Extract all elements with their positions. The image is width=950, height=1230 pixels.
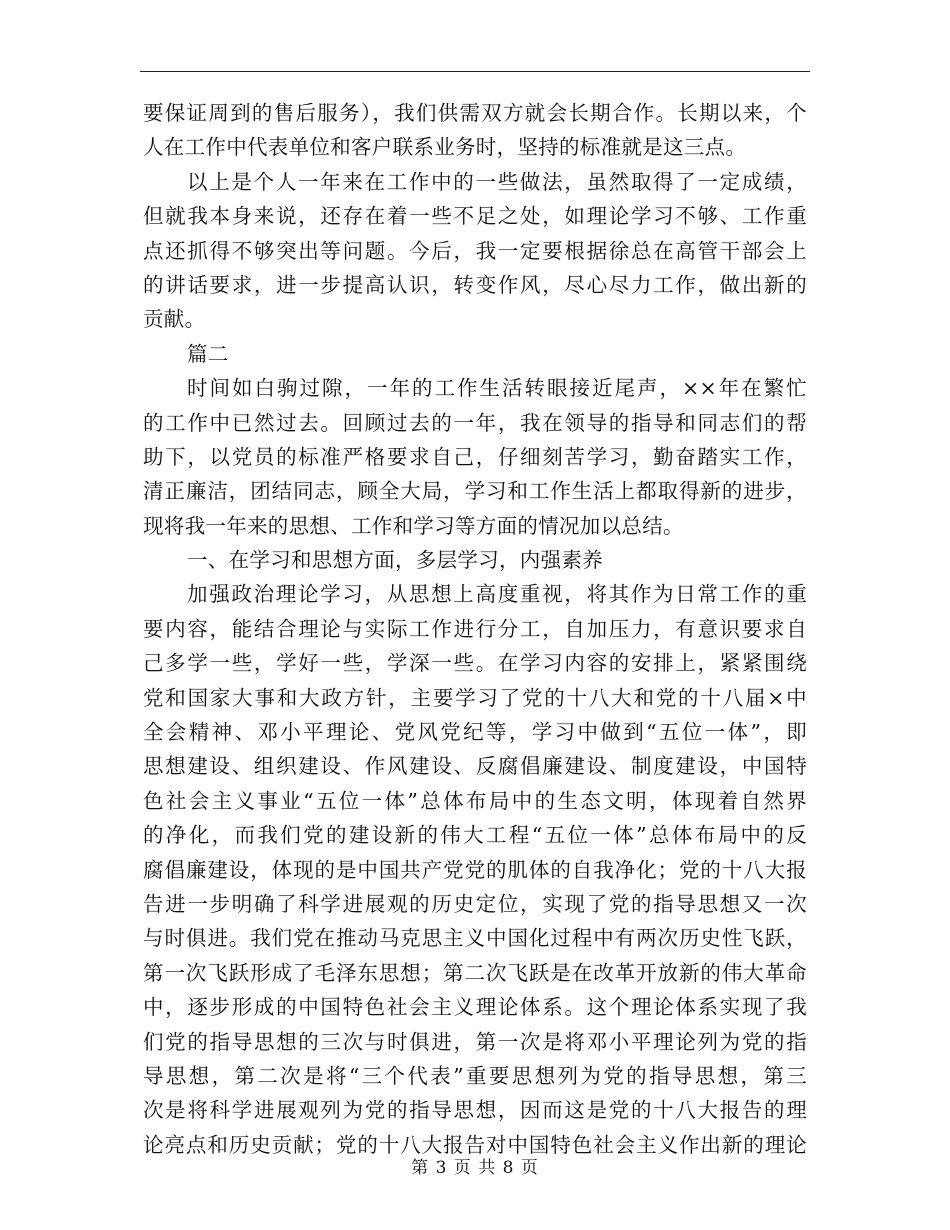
text-line: 的净化，而我们党的建设新的伟大工程“五位一体”总体布局中的反 <box>143 823 807 848</box>
text-line: 色社会主义事业“五位一体”总体布局中的生态文明，体现着自然界 <box>143 788 807 813</box>
page-footer <box>0 1153 950 1178</box>
text-line: 论亮点和历史贡献；党的十八大报告对中国特色社会主义作出新的理论 <box>143 1132 807 1157</box>
footer-total-pages: 8 <box>502 1158 515 1178</box>
footer-prefix: 第 <box>411 1158 430 1178</box>
text-line: 篇二 <box>187 341 229 366</box>
text-line: 中，逐步形成的中国特色社会主义理论体系。这个理论体系实现了我 <box>143 995 807 1020</box>
footer-middle: 页 共 <box>453 1158 497 1178</box>
text-line: 己多学一些，学好一些，学深一些。在学习内容的安排上，紧紧围绕 <box>143 651 807 676</box>
footer-suffix: 页 <box>520 1158 539 1178</box>
text-line: 助下，以党员的标准严格要求自己，仔细刻苦学习，勤奋踏实工作， <box>143 444 807 469</box>
text-line: 但就我本身来说，还存在着一些不足之处，如理论学习不够、工作重 <box>143 204 807 229</box>
text-line: 点还抓得不够突出等问题。今后，我一定要根据徐总在高管干部会上 <box>143 238 807 263</box>
text-line: 的讲话要求，进一步提高认识，转变作风，尽心尽力工作，做出新的 <box>143 272 807 297</box>
text-line: 的工作中已然过去。回顾过去的一年，我在领导的指导和同志们的帮 <box>143 410 807 435</box>
text-line: 要内容，能结合理论与实际工作进行分工，自加压力，有意识要求自 <box>143 616 807 641</box>
text-line: 与时俱进。我们党在推动马克思主义中国化过程中有两次历史性飞跃， <box>143 926 807 951</box>
text-line: 一、在学习和思想方面，多层学习，内强素养 <box>187 548 603 573</box>
header-rule <box>140 71 810 72</box>
text-line: 加强政治理论学习，从思想上高度重视，将其作为日常工作的重 <box>187 582 807 607</box>
text-line: 第一次飞跃形成了毛泽东思想；第二次飞跃是在改革开放新的伟大革命 <box>143 960 807 985</box>
text-line: 人在工作中代表单位和客户联系业务时，坚持的标准就是这三点。 <box>143 135 747 160</box>
text-line: 党和国家大事和大政方针，主要学习了党的十八大和党的十八届×中 <box>143 685 807 710</box>
text-line: 导思想，第二次是将“三个代表”重要思想列为党的指导思想，第三 <box>143 1063 807 1088</box>
text-line: 们党的指导思想的三次与时俱进，第一次是将邓小平理论列为党的指 <box>143 1029 807 1054</box>
document-body <box>143 96 807 1162</box>
text-line: 时间如白驹过隙，一年的工作生活转眼接近尾声，××年在繁忙 <box>187 376 807 401</box>
text-line: 腐倡廉建设，体现的是中国共产党党的肌体的自我净化；党的十八大报 <box>143 857 807 882</box>
footer-page-number: 3 <box>435 1158 448 1178</box>
text-line: 贡献。 <box>143 307 206 332</box>
text-line: 清正廉洁，团结同志，顾全大局，学习和工作生活上都取得新的进步， <box>143 479 807 504</box>
text-line: 思想建设、组织建设、作风建设、反腐倡廉建设、制度建设，中国特 <box>143 754 807 779</box>
text-line: 以上是个人一年来在工作中的一些做法，虽然取得了一定成绩， <box>187 169 807 194</box>
text-line: 要保证周到的售后服务），我们供需双方就会长期合作。长期以来，个 <box>143 101 807 125</box>
text-line: 次是将科学进展观列为党的指导思想，因而这是党的十八大报告的理 <box>143 1098 807 1123</box>
text-line: 现将我一年来的思想、工作和学习等方面的情况加以总结。 <box>143 513 684 538</box>
text-line: 全会精神、邓小平理论、党风党纪等，学习中做到“五位一体”，即 <box>143 720 807 745</box>
text-line: 告进一步明确了科学进展观的历史定位，实现了党的指导思想又一次 <box>143 891 807 916</box>
